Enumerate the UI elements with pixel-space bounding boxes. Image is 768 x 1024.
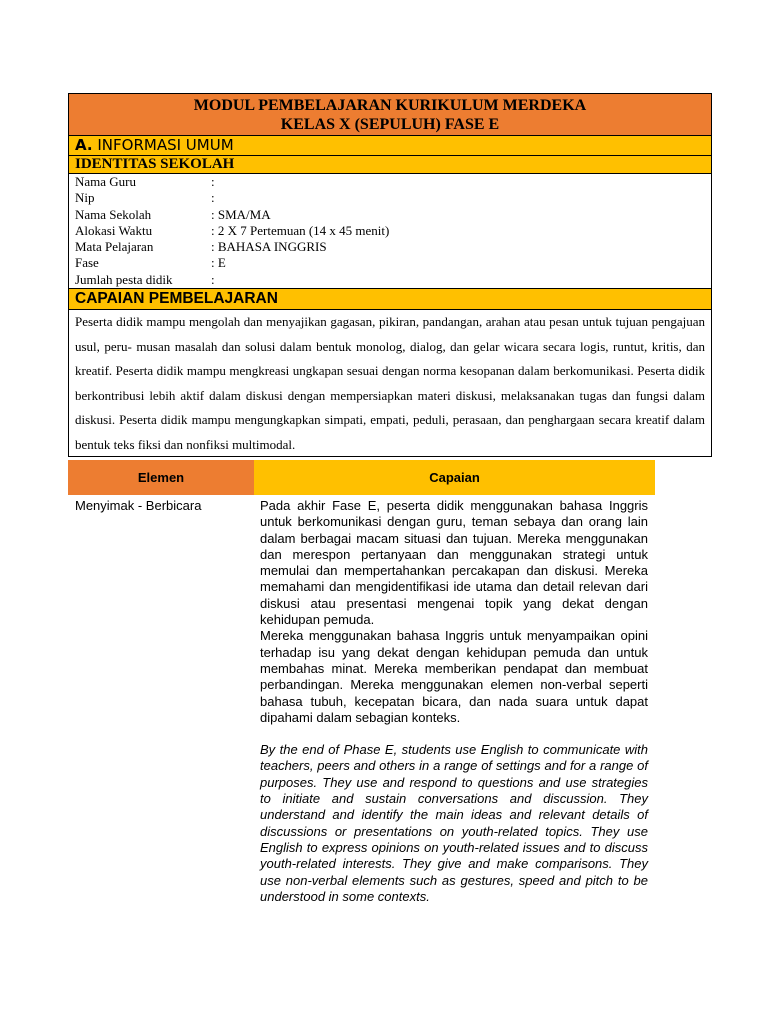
capaian-cell (254, 498, 655, 905)
elemen-capaian-table (68, 460, 655, 905)
header-elemen: Elemen (68, 460, 254, 495)
identitas-label: Nama Sekolah (75, 206, 152, 222)
identitas-value: : (211, 174, 215, 189)
capaian-id-paragraph-1: Pada akhir Fase E, peserta didik menggunakan bahasa Inggris untuk berkomunikasi dengan guru, teman sebaya dan orang lain dalam berbagai macam situasi dan tujuan. Mereka menggunakan dan merespon pertanyaan dan menggunakan strategi untuk memulai dan mempertahankan percakapan dan diskusi. Mereka memahami dan mengidentifikasi ide utama dan detail relevan dari diskusi atau presentasi mengenai topik yang dekat dengan kehidupan pemuda. (260, 498, 648, 628)
identitas-row (75, 223, 711, 239)
identitas-row (75, 190, 711, 206)
section-a-letter: A. (75, 136, 93, 154)
identitas-label: Fase (75, 255, 99, 271)
table-header-row (68, 460, 655, 495)
identitas-row (75, 272, 711, 288)
section-a-heading (69, 136, 711, 156)
identitas-value: : (211, 271, 215, 287)
identitas-label: Nip (75, 190, 95, 206)
capaian-heading: CAPAIAN PEMBELAJARAN (69, 289, 711, 310)
identitas-value: : (211, 190, 215, 206)
module-title (69, 94, 711, 136)
identitas-list (69, 174, 711, 289)
header-capaian: Capaian (254, 460, 655, 495)
identitas-heading: IDENTITAS SEKOLAH (69, 156, 711, 174)
identitas-value: : SMA/MA (211, 206, 271, 222)
capaian-id-paragraph-2: Mereka menggunakan bahasa Inggris untuk menyampaikan opini terhadap isu yang dekat dengan kehidupan pemuda dan untuk membahas minat. Mereka memberikan pendapat dan membuat perbandingan. Mereka menggunakan elemen non-verbal seperti bahasa tubuh, kecepatan bicara, dan nada suara untuk dapat dipahami dalam sebagian konteks. (260, 628, 648, 725)
identitas-value: : BAHASA INGGRIS (211, 239, 327, 255)
identitas-label: Alokasi Waktu (75, 222, 153, 238)
identitas-label: Nama Guru (75, 174, 137, 189)
title-line-1: MODUL PEMBELAJARAN KURIKULUM MERDEKA (193, 97, 587, 114)
section-a-label: INFORMASI UMUM (97, 136, 234, 154)
capaian-paragraph: Peserta didik mampu mengolah dan menyajikan gagasan, pikiran, pandangan, arahan atau pesan untuk tujuan pengajuan usul, peru- musan masalah dan solusi dalam bentuk monolog, dialog, dan gelar wicara secara logis, runtut, kritis, dan kreatif. Peserta didik mampu mengkreasi ungkapan sesuai dengan norma kesopanan dalam berkomunikasi. Peserta didik berkontribusi lebih aktif dalam diskusi dengan mempersiapkan materi diskusi, melaksanakan tugas dan fungsi dalam diskusi. Peserta didik mampu mengungkapkan simpati, empati, peduli, perasaan, dan penghargaan secara kreatif dalam bentuk teks fiksi dan nonfiksi multimodal. (75, 314, 705, 452)
identitas-row (75, 239, 711, 255)
table-row (68, 495, 655, 905)
identitas-value: : 2 X 7 Pertemuan (14 x 45 menit) (211, 222, 390, 238)
identitas-label: Jumlah pesta didik (75, 271, 173, 287)
module-document (68, 93, 712, 457)
identitas-row (75, 207, 711, 223)
capaian-en-paragraph: By the end of Phase E, students use English to communicate with teachers, peers and others in a range of settings and for a range of purposes. They use and respond to questions and use strategies to initiate and sustain conversations and discussion. They understand and identify the main ideas and relevant details of discussions or presentations on youth-related topics. They use English to express opinions on youth-related issues and to discuss youth-related interests. They give and make comparisons. They use non-verbal elements such as gestures, speed and pitch to be understood in some contexts. (260, 742, 648, 904)
identitas-label: Mata Pelajaran (75, 239, 154, 255)
title-line-2: KELAS X (SEPULUH) FASE E (280, 116, 500, 133)
identitas-row (75, 255, 711, 271)
identitas-row (75, 174, 711, 190)
elemen-cell: Menyimak - Berbicara (75, 498, 202, 513)
identitas-value: : E (211, 255, 226, 271)
